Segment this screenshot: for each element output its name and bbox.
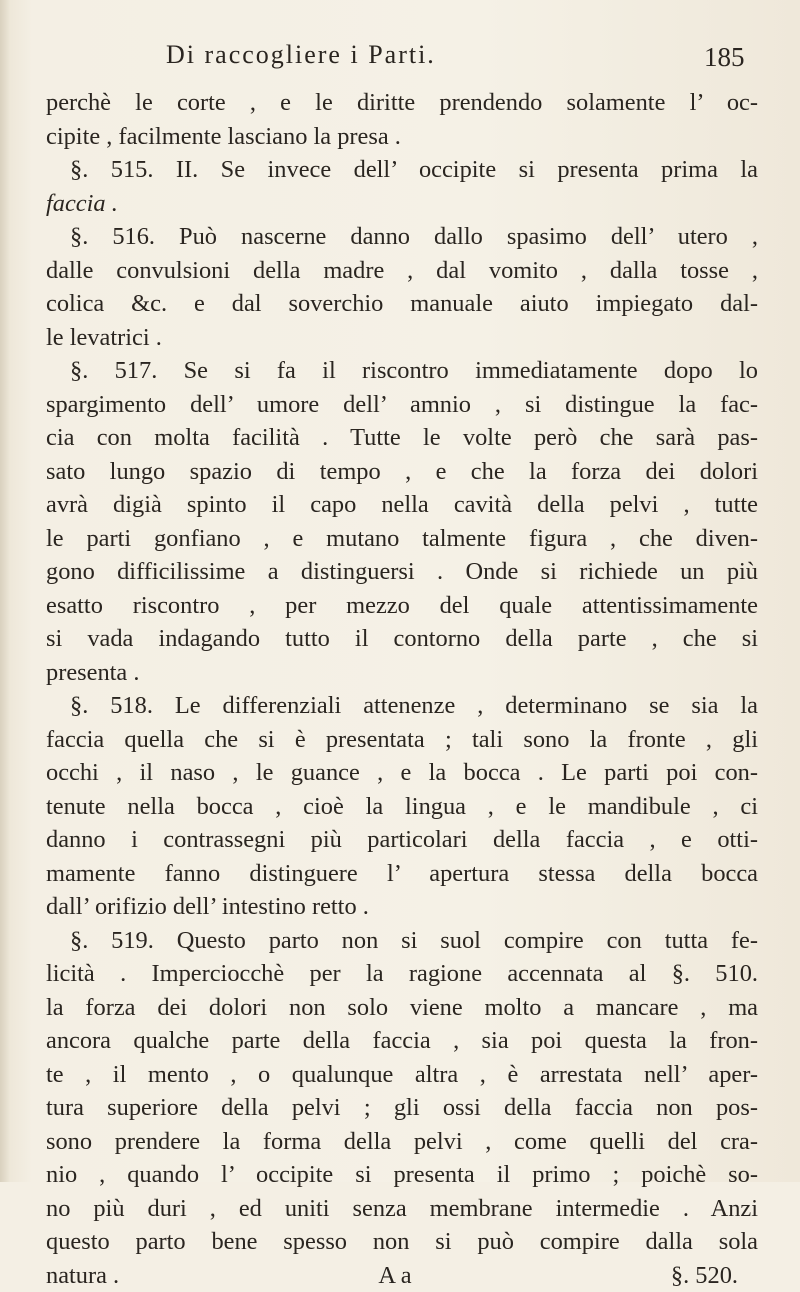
- catchword: §. 520.: [671, 1259, 758, 1292]
- text-line: occhi , il naso , le guance , e la bocca . Le parti poi con-: [46, 756, 758, 790]
- text-line: faccia .: [46, 187, 758, 221]
- text-line: spargimento dell’ umore dell’ amnio , si distingue la fac-: [46, 388, 758, 422]
- paragraph-515-start: §. 515. II. Se invece dell’ occipite si presenta prima la: [46, 153, 758, 187]
- text-line: cia con molta facilità . Tutte le volte però che sarà pas-: [46, 421, 758, 455]
- paragraph-517-start: §. 517. Se si fa il riscontro immediatamente dopo lo: [46, 354, 758, 388]
- text-line: esatto riscontro , per mezzo del quale attentissimamente: [46, 589, 758, 623]
- signature-mark: A a: [378, 1259, 411, 1292]
- text-line: sato lungo spazio di tempo , e che la forza dei dolori: [46, 455, 758, 489]
- page-header: [0, 40, 800, 80]
- text-line: le parti gonfiano , e mutano talmente figura , che diven-: [46, 522, 758, 556]
- text-line: danno i contrassegni più particolari della faccia , e otti-: [46, 823, 758, 857]
- text-line: cipite , facilmente lasciano la presa .: [46, 120, 758, 154]
- text-line: dall’ orifizio dell’ intestino retto .: [46, 890, 758, 924]
- text-line: no più duri , ed uniti senza membrane intermedie . Anzi: [46, 1192, 758, 1226]
- text-line: mamente fanno distinguere l’ apertura stessa della bocca: [46, 857, 758, 891]
- page-spine-shadow: [0, 0, 10, 1182]
- text-line: ancora qualche parte della faccia , sia poi questa la fron-: [46, 1024, 758, 1058]
- text-line: sono prendere la forma della pelvi , come quelli del cra-: [46, 1125, 758, 1159]
- text-line: tenute nella bocca , cioè la lingua , e le mandibule , ci: [46, 790, 758, 824]
- paragraph-519-start: §. 519. Questo parto non si suol compire con tutta fe-: [46, 924, 758, 958]
- paragraph-516-start: §. 516. Può nascerne danno dallo spasimo dell’ utero ,: [46, 220, 758, 254]
- text-line: faccia quella che si è presentata ; tali sono la fronte , gli: [46, 723, 758, 757]
- text-line: la forza dei dolori non solo viene molto a mancare , ma: [46, 991, 758, 1025]
- text-line: te , il mento , o qualunque altra , è arrestata nell’ aper-: [46, 1058, 758, 1092]
- page-footer: [46, 1259, 758, 1292]
- text-line: questo parto bene spesso non si può compire dalla sola: [46, 1225, 758, 1259]
- text-line: perchè le corte , e le diritte prendendo solamente l’ oc-: [46, 86, 758, 120]
- text-line: nio , quando l’ occipite si presenta il primo ; poichè so-: [46, 1158, 758, 1192]
- text-line: le levatrici .: [46, 321, 758, 355]
- running-head: Di raccogliere i Parti.: [166, 40, 436, 70]
- text-line: avrà digià spinto il capo nella cavità della pelvi , tutte: [46, 488, 758, 522]
- text-line: gono difficilissime a distinguersi . Onde si richiede un più: [46, 555, 758, 589]
- text-line: si vada indagando tutto il contorno della parte , che si: [46, 622, 758, 656]
- text-line: dalle convulsioni della madre , dal vomito , dalla tosse ,: [46, 254, 758, 288]
- page-number: 185: [704, 42, 745, 73]
- paragraph-518-start: §. 518. Le differenziali attenenze , determinano se sia la: [46, 689, 758, 723]
- text-line: tura superiore della pelvi ; gli ossi della faccia non pos-: [46, 1091, 758, 1125]
- body-text: [46, 86, 758, 1292]
- text-line: licità . Imperciocchè per la ragione accennata al §. 510.: [46, 957, 758, 991]
- text-line: presenta .: [46, 656, 758, 690]
- text-line: colica &c. e dal soverchio manuale aiuto impiegato dal-: [46, 287, 758, 321]
- last-word: natura .: [46, 1259, 119, 1292]
